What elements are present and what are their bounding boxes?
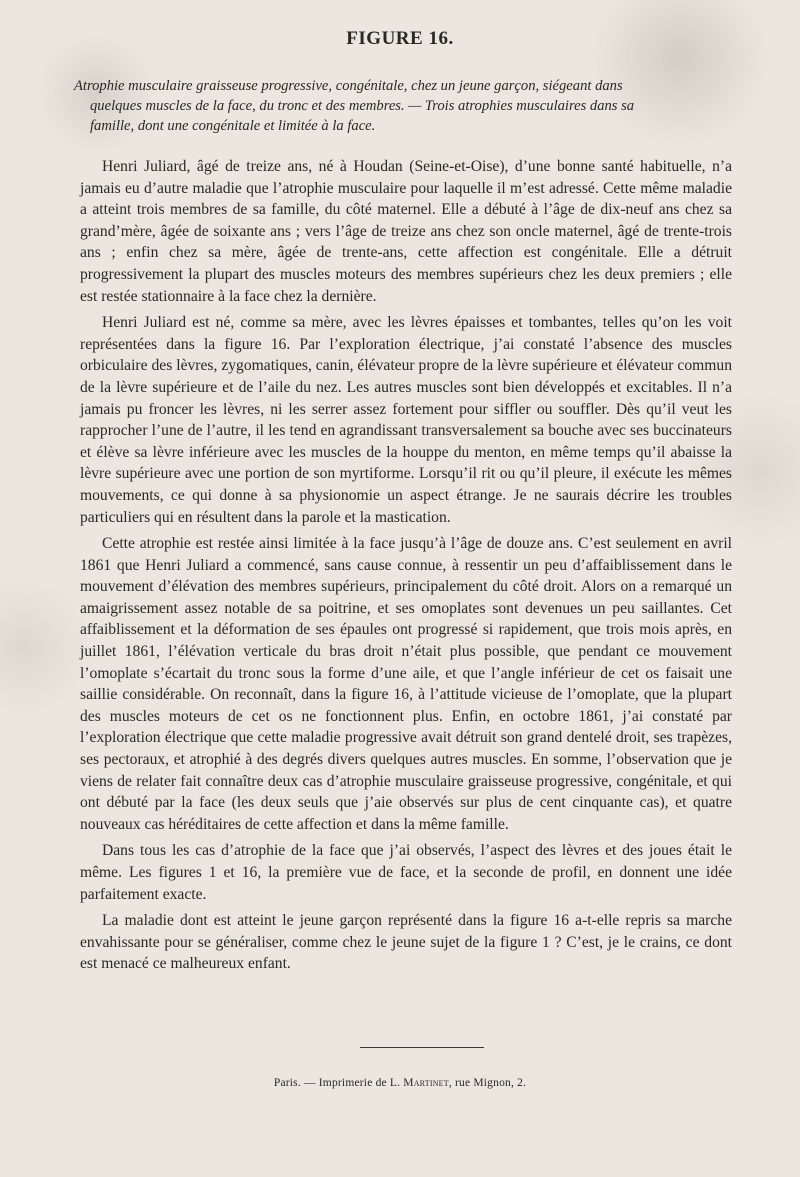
divider-rule [360, 1047, 484, 1048]
caption-line: quelques muscles de la face, du tronc et des membres. — Trois atrophies musculaires dans sa [90, 98, 635, 114]
paragraph: Cette atrophie est restée ainsi limitée à la face jusqu’à l’âge de douze ans. C’est seulement en avril 1861 que Henri Juliard a commencé, sans cause connue, à ressentir un peu d’affaiblissement dans le mouvement d’élévation des membres supérieurs, principalement du côté droit. Alors on a remarqué un amaigrissement assez notable de sa poitrine, et ses omoplates sont devenues un peu saillantes. Cet affaiblissement et la déformation de ses épaules ont progressé si rapidement, que trois mois après, en juillet 1861, l’élévation verticale du bras droit n’était plus possible, que pendant ce mouvement l’omoplate s’écartait du tronc sous la forme d’une aile, et que l’angle inférieur de cet os faisait une saillie considérable. On reconnaît, dans la figure 16, à l’attitude vicieuse de l’omoplate, que la plupart des muscles moteurs de cet os ne fonctionnent plus. Enfin, en octobre 1861, j’ai constaté par l’exploration électrique que cette maladie progressive avait détruit son grand dentelé droit, ses trapèzes, ses pectoraux, et atrophié à des degrés divers quelques autres muscles. En somme, l’observation que je viens de relater fait connaître deux cas d’atrophie musculaire graisseuse progressive, congénitale, et qui ont débuté par la face (les deux seuls que j’aie observés sur plus de cent cinquante cas), et quatre nouveaux cas héréditaires de cette affection et dans la même famille. [80, 535, 732, 833]
body-text [80, 156, 732, 980]
footer-prefix: Paris. — Imprimerie de L. [273, 1077, 401, 1089]
paragraph: La maladie dont est atteint le jeune garçon représenté dans la figure 16 a-t-elle repris sa marche envahissante pour se généraliser, comme chez le jeune sujet de la figure 1 ? C’est, je le crains, ce dont est menacé ce malheureux enfant. [80, 912, 732, 973]
printer-footer [0, 1077, 800, 1089]
footer-printer-name: Martinet [403, 1077, 449, 1089]
footer-suffix: , rue Mignon, 2. [448, 1077, 527, 1089]
figure-title: FIGURE 16. [346, 28, 454, 49]
caption-line: famille, dont une congénitale et limitée à la face. [90, 118, 376, 134]
paragraph: Dans tous les cas d’atrophie de la face que j’ai observés, l’aspect des lèvres et des joues était le même. Les figures 1 et 16, la première vue de face, et la seconde de profil, en donnent une idée parfaitement exacte. [80, 842, 732, 903]
figure-caption [74, 76, 734, 136]
paragraph: Henri Juliard est né, comme sa mère, avec les lèvres épaisses et tombantes, telles qu’on les voit représentées dans la figure 16. Par l’exploration électrique, j’ai constaté l’absence des muscles orbiculaire des lèvres, zygomatiques, canin, élévateur propre de la lèvre supérieure et élévateur commun de la lèvre supérieure et de l’aile du nez. Les autres muscles sont bien développés et excitables. Il n’a jamais pu froncer les lèvres, ni les serrer assez fortement pour siffler ou souffler. Dès qu’il veut les rapprocher l’une de l’autre, il les tend en agrandissant transversalement sa bouche avec ses buccinateurs et élève sa lèvre inférieure avec les muscles de la houppe du menton, en même temps qu’il abaisse la lèvre supérieure avec une portion de son myrtiforme. Lorsqu’il rit ou qu’il pleure, il exécute les mêmes mouvements, ce qui donne à sa physionomie un aspect étrange. Je ne saurais décrire les troubles particuliers qui en résultent dans la parole et la mastication. [80, 314, 732, 526]
paragraph: Henri Juliard, âgé de treize ans, né à Houdan (Seine-et-Oise), d’une bonne santé habituelle, n’a jamais eu d’autre maladie que l’atrophie musculaire pour laquelle il m’est adressé. Cette même maladie a atteint trois membres de sa famille, du côté maternel. Elle a débuté à l’âge de dix-neuf ans chez sa grand’mère, âgée de soixante ans ; vers l’âge de treize ans chez son oncle maternel, âgé de trente-trois ans ; enfin chez sa mère, âgée de trente-ans, cette affection est congénitale. Elle a détruit progressivement la plupart des muscles moteurs des membres supérieurs chez les deux premiers ; elle est restée stationnaire à la face chez la dernière. [80, 158, 732, 305]
caption-line: Atrophie musculaire graisseuse progressive, congénitale, chez un jeune garçon, siégeant dans [74, 78, 623, 94]
